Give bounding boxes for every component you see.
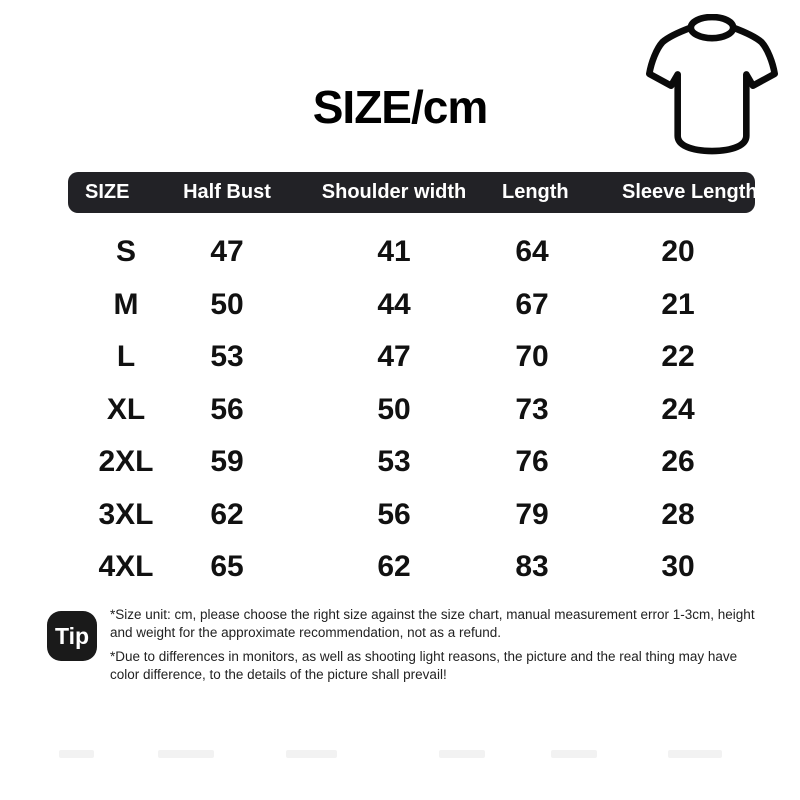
header-sleeve-length: Sleeve Length [622, 181, 758, 203]
tip-note-color-difference: *Due to differences in monitors, as well as shooting light reasons, the picture and the real thing may have color difference, to the details of the picture shall prevail! [110, 649, 738, 682]
sleeve-length-cell: 20 [661, 235, 695, 269]
tip-note-size-unit: *Size unit: cm, please choose the right size against the size chart, manual measurement error 1-3cm, height and weight for the approximate recommendation, not as a refund. [110, 607, 755, 640]
shoulder-width-cell: 41 [377, 235, 411, 269]
sleeve-length-cell: 24 [661, 392, 695, 426]
length-cell: 64 [515, 235, 549, 269]
tshirt-icon [646, 14, 778, 160]
length-cell: 79 [515, 497, 549, 531]
header-size: SIZE [85, 181, 130, 203]
sleeve-length-cell: 22 [661, 340, 695, 374]
shoulder-width-cell: 53 [377, 445, 411, 479]
length-cell: 70 [515, 340, 549, 374]
table-row-xl [68, 384, 755, 437]
half-bust-cell: 56 [210, 392, 244, 426]
table-row-m [68, 279, 755, 332]
half-bust-cell: 62 [210, 497, 244, 531]
watermark-mark [668, 750, 722, 758]
half-bust-cell: 47 [210, 235, 244, 269]
sleeve-length-cell: 21 [661, 287, 695, 321]
watermark-mark [551, 750, 597, 758]
size-cell: S [115, 235, 136, 269]
table-row-3xl [68, 489, 755, 542]
half-bust-cell: 59 [210, 445, 244, 479]
size-cell: M [113, 287, 139, 321]
watermark-mark [286, 750, 337, 758]
watermark-mark [59, 750, 94, 758]
size-cell: 2XL [98, 445, 154, 479]
table-row-4xl [68, 541, 755, 594]
length-cell: 73 [515, 392, 549, 426]
sleeve-length-cell: 26 [661, 445, 695, 479]
shoulder-width-cell: 44 [377, 287, 411, 321]
shoulder-width-cell: 62 [377, 550, 411, 584]
faint-watermark [0, 750, 800, 760]
length-cell: 83 [515, 550, 549, 584]
half-bust-cell: 53 [210, 340, 244, 374]
size-table-header [68, 172, 758, 213]
tip-notes [110, 606, 770, 683]
size-cell: XL [106, 392, 146, 426]
size-table-body [68, 226, 755, 594]
half-bust-cell: 65 [210, 550, 244, 584]
header-length: Length [502, 181, 569, 203]
half-bust-cell: 50 [210, 287, 244, 321]
watermark-mark [439, 750, 485, 758]
header-half-bust: Half Bust [183, 181, 271, 203]
shoulder-width-cell: 47 [377, 340, 411, 374]
table-row-l [68, 331, 755, 384]
size-cell: 4XL [98, 550, 154, 584]
header-shoulder-width: Shoulder width [321, 181, 467, 203]
tip-badge: Tip [47, 611, 97, 661]
shoulder-width-cell: 56 [377, 497, 411, 531]
page-title: SIZE/cm [312, 81, 488, 133]
table-row-s [68, 226, 755, 279]
length-cell: 76 [515, 445, 549, 479]
size-cell: 3XL [98, 497, 154, 531]
watermark-mark [158, 750, 214, 758]
sleeve-length-cell: 28 [661, 497, 695, 531]
shoulder-width-cell: 50 [377, 392, 411, 426]
table-row-2xl [68, 436, 755, 489]
size-cell: L [116, 340, 136, 374]
sleeve-length-cell: 30 [661, 550, 695, 584]
length-cell: 67 [515, 287, 549, 321]
